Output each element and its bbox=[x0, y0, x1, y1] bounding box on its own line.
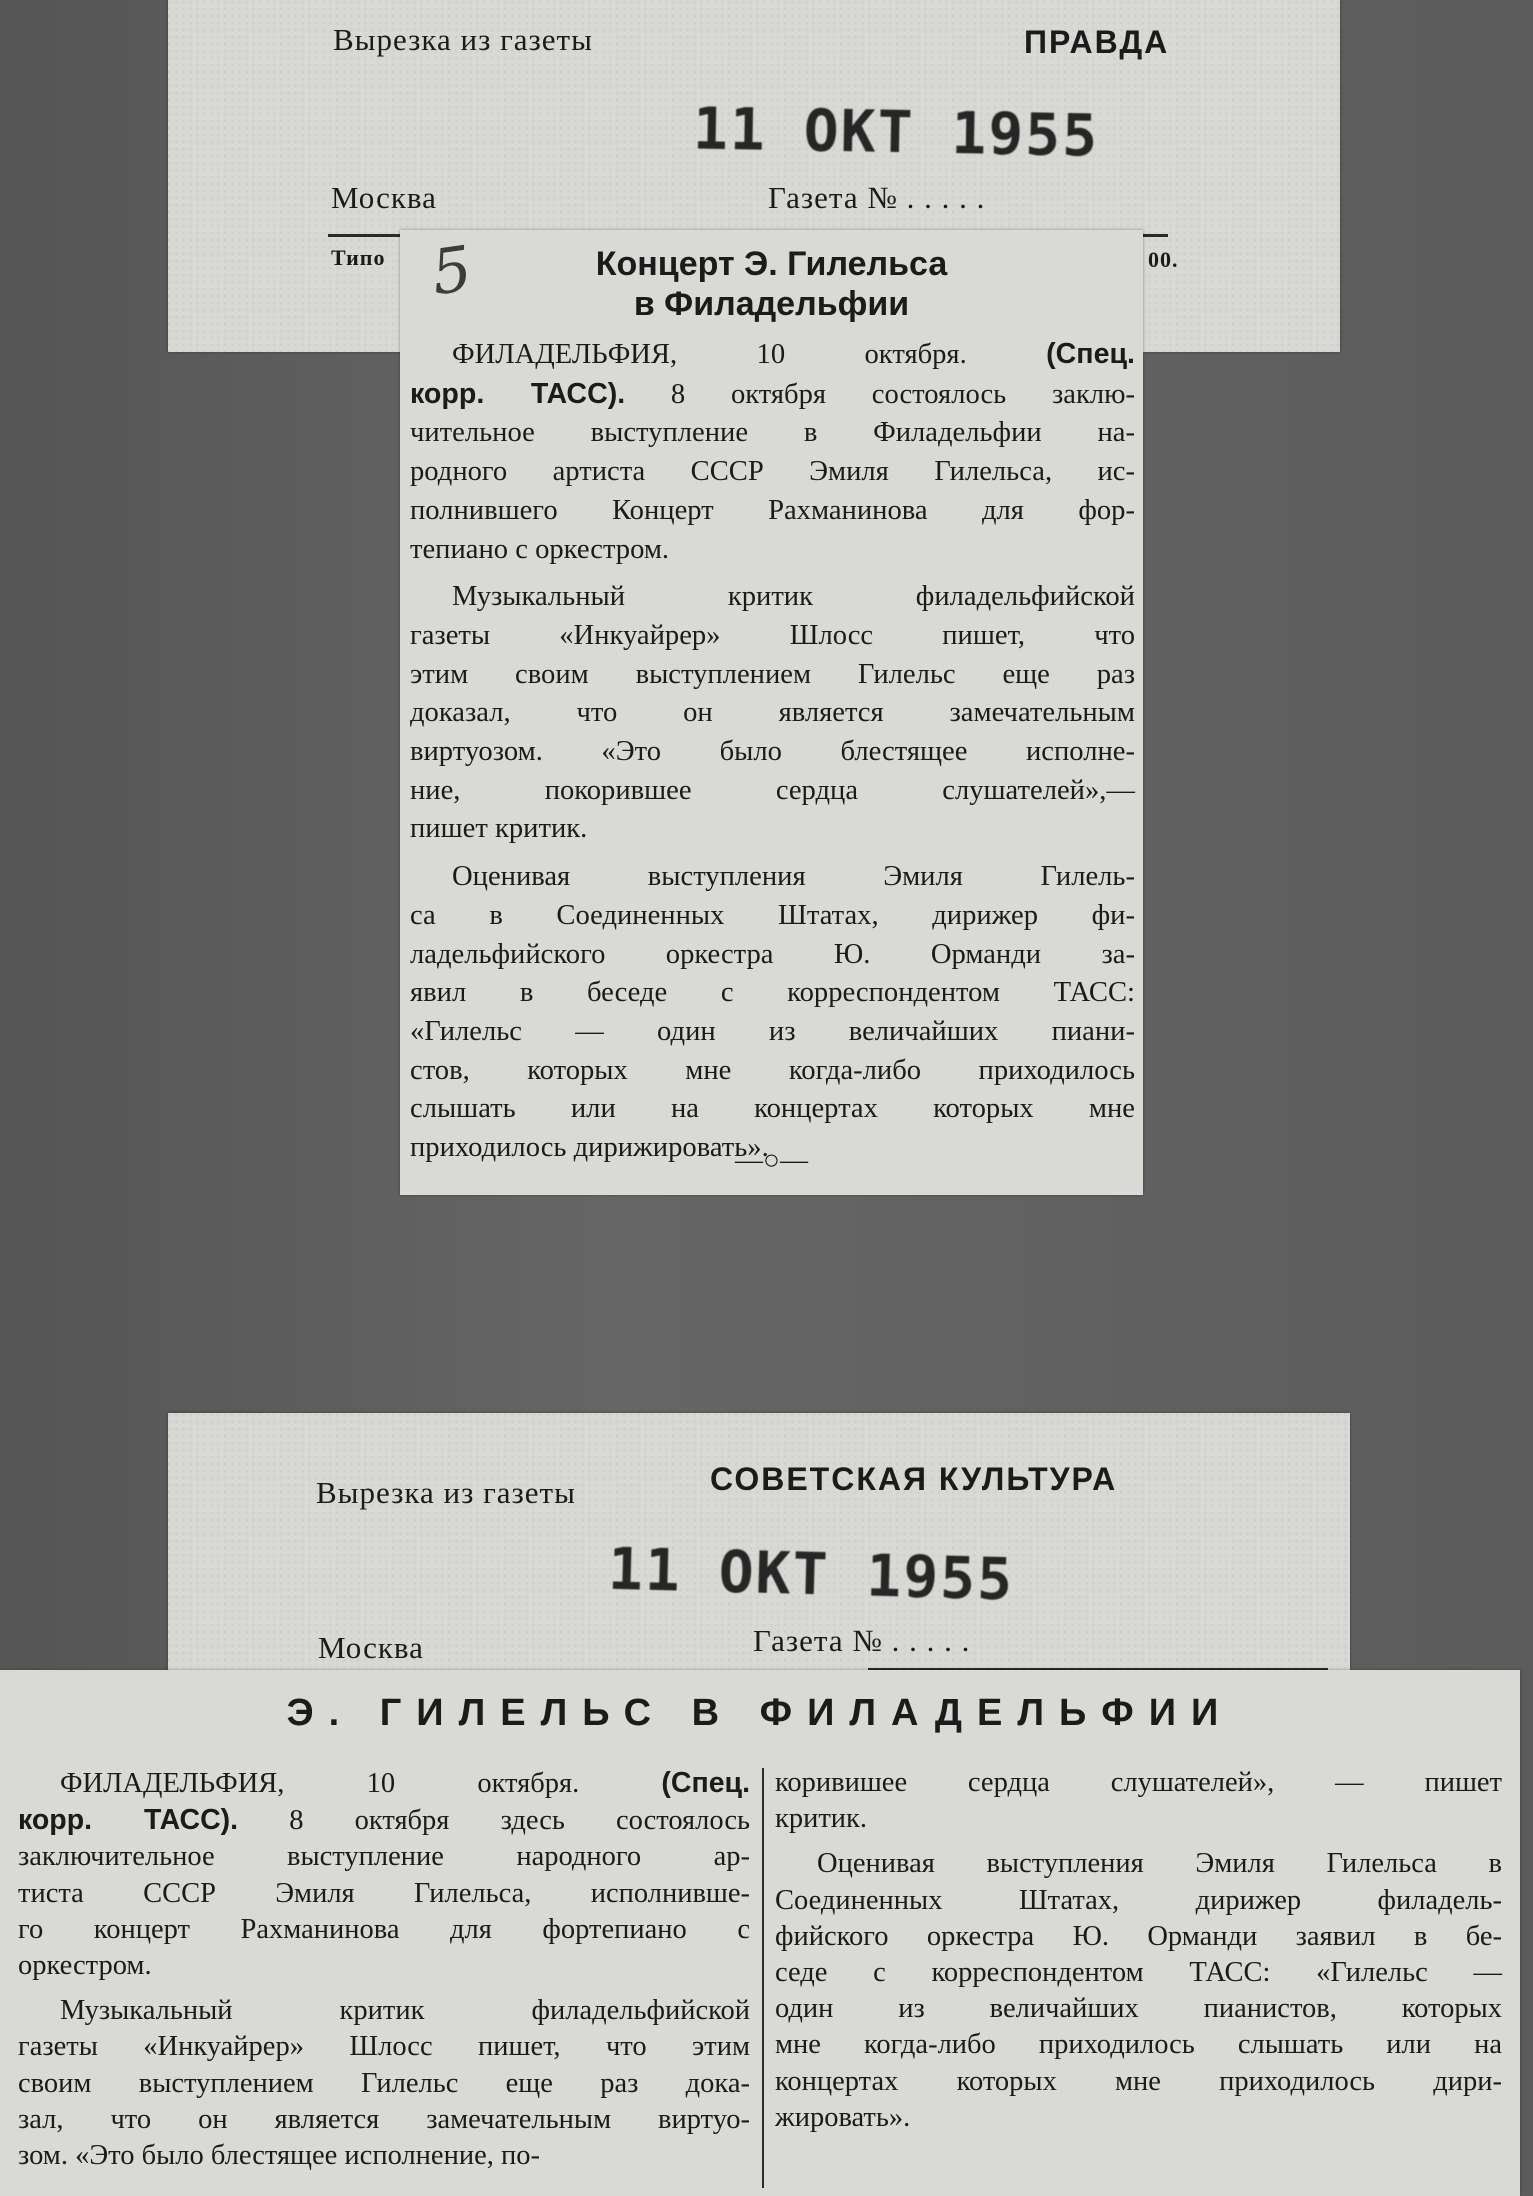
text-segment: корр. ТАСС). bbox=[18, 1804, 239, 1837]
text-line: ладельфийского оркестра Ю. Орманди за- bbox=[410, 938, 1135, 970]
newspaper-name: ПРАВДА bbox=[1024, 24, 1170, 60]
article-title bbox=[400, 244, 1143, 324]
typography-label: Типо bbox=[331, 245, 386, 270]
article-paragraph bbox=[410, 578, 1135, 849]
clipping-label: Вырезка из газеты bbox=[333, 22, 593, 57]
text-line: газеты «Инкуайрер» Шлосс пишет, что bbox=[410, 619, 1135, 651]
text-line: слышать или на концертах которых мне bbox=[410, 1093, 1135, 1125]
text-line: «Гилельс — один из величайших пиани- bbox=[410, 1015, 1135, 1047]
article-sovkult bbox=[0, 1670, 1520, 2196]
text-line: пишет критик. bbox=[410, 813, 588, 845]
text-line: Соединенных Штатах, дирижер филадель- bbox=[775, 1884, 1502, 1916]
text-line bbox=[18, 1765, 750, 1802]
article-pravda bbox=[400, 230, 1143, 1195]
clipping-label: Вырезка из газеты bbox=[316, 1475, 576, 1510]
article-title: Э. ГИЛЕЛЬС В ФИЛАДЕЛЬФИИ bbox=[286, 1692, 1234, 1734]
gazette-number: Газета № . . . . . bbox=[753, 1623, 971, 1658]
title-line: Концерт Э. Гилельса bbox=[595, 245, 948, 283]
text-line: тепиано с оркестром. bbox=[410, 533, 670, 565]
text-line: стов, которых мне когда-либо приходилось bbox=[410, 1054, 1135, 1086]
text-line: критик. bbox=[775, 1803, 868, 1835]
text-line: этим своим выступлением Гилельс еще раз bbox=[410, 658, 1135, 690]
text-segment: (Спец. bbox=[1046, 338, 1135, 370]
paragraph-gap bbox=[775, 1837, 1502, 1846]
text-line: полнившего Концерт Рахманинова для фор- bbox=[410, 494, 1135, 526]
article-paragraph bbox=[410, 335, 1135, 569]
text-line: виртуозом. «Это было блестящее исполне- bbox=[410, 736, 1135, 768]
gazette-number: Газета № . . . . . bbox=[768, 180, 986, 215]
text-line: са в Соединенных Штатах, дирижер фи- bbox=[410, 899, 1135, 931]
text-line: родного артиста СССР Эмиля Гилельса, ис- bbox=[410, 456, 1135, 488]
text-line: седе с корреспондентом ТАСС: «Гилельс — bbox=[775, 1957, 1502, 1989]
text-line: Музыкальный критик филадельфийской bbox=[452, 581, 1135, 613]
text-line: го концерт Рахманинова для фортепиано с bbox=[18, 1913, 750, 1945]
date-stamp: 11 ОКТ 1955 bbox=[607, 1534, 1015, 1614]
column-divider bbox=[762, 1768, 764, 2188]
text-segment: корр. ТАСС). bbox=[410, 377, 626, 410]
clipping-header-sovkult bbox=[168, 1413, 1350, 1675]
article-paragraph bbox=[410, 858, 1135, 1168]
text-line: Оценивая выступления Эмиля Гилельса в bbox=[817, 1848, 1502, 1880]
text-line: своим выступлением Гилельс еще раз дока- bbox=[18, 2067, 750, 2099]
text-line bbox=[410, 335, 1135, 375]
text-line: Оценивая выступления Эмиля Гилель- bbox=[452, 861, 1135, 893]
text-line: фийского оркестра Ю. Орманди заявил в бе- bbox=[775, 1920, 1502, 1952]
paragraph-gap bbox=[410, 569, 1135, 578]
ornament-divider: —○— bbox=[735, 1145, 808, 1176]
text-line: приходилось дирижировать». bbox=[410, 1132, 769, 1164]
article-left-column bbox=[18, 1765, 750, 2174]
text-line: один из величайших пианистов, которых bbox=[775, 1993, 1502, 2025]
article-paragraph bbox=[775, 1765, 1502, 1837]
date-stamp: 11 ОКТ 1955 bbox=[692, 94, 1100, 170]
paragraph-gap bbox=[18, 1984, 750, 1993]
text-line: газеты «Инкуайрер» Шлосс пишет, что этим bbox=[18, 2031, 750, 2063]
article-paragraph bbox=[18, 1993, 750, 2174]
text-line: мне когда-либо приходилось слышать или на bbox=[775, 2029, 1502, 2061]
text-segment: 8 октября здесь состоялось bbox=[238, 1805, 750, 1837]
title-line: в Филадельфии bbox=[633, 285, 910, 323]
text-line: явил в беседе с корреспондентом ТАСС: bbox=[410, 977, 1135, 1009]
text-line: зал, что он является замечательным виртуо- bbox=[18, 2103, 750, 2135]
text-line: Музыкальный критик филадельфийской bbox=[60, 1995, 750, 2027]
typography-number: 00. bbox=[1148, 247, 1179, 272]
text-line bbox=[18, 1802, 750, 1839]
text-segment: (Спец. bbox=[661, 1767, 750, 1799]
text-line: доказал, что он является замечательным bbox=[410, 697, 1135, 729]
text-segment: ФИЛАДЕЛЬФИЯ, 10 октября. bbox=[60, 1768, 662, 1799]
text-line: концертах которых мне приходилось дири- bbox=[775, 2065, 1502, 2097]
text-line: заключительное выступление народного ар- bbox=[18, 1841, 750, 1873]
paragraph-gap bbox=[410, 849, 1135, 858]
article-paragraph bbox=[775, 1846, 1502, 2136]
article-paragraph bbox=[18, 1765, 750, 1984]
text-segment: 8 октября состоялось заклю- bbox=[625, 378, 1135, 410]
newspaper-name: СОВЕТСКАЯ КУЛЬТУРА bbox=[710, 1461, 1118, 1497]
text-line: зом. «Это было блестящее исполнение, по- bbox=[18, 2140, 540, 2172]
city-label: Москва bbox=[318, 1630, 424, 1665]
text-line: коривишее сердца слушателей», — пишет bbox=[775, 1767, 1502, 1798]
text-line: жировать». bbox=[775, 2101, 911, 2133]
pencil-number: 5 bbox=[427, 231, 477, 310]
text-line: ние, покорившее сердца слушателей»,— bbox=[410, 774, 1135, 806]
text-line: тиста СССР Эмиля Гилельса, исполнивше- bbox=[18, 1877, 750, 1909]
text-line bbox=[410, 375, 1135, 415]
city-label: Москва bbox=[331, 180, 437, 215]
text-line: чительное выступление в Филадельфии на- bbox=[410, 417, 1135, 449]
text-line: оркестром. bbox=[18, 1950, 152, 1982]
article-body bbox=[410, 335, 1135, 1168]
article-right-column bbox=[775, 1765, 1502, 2136]
text-segment: ФИЛАДЕЛЬФИЯ, 10 октября. bbox=[452, 339, 1047, 370]
